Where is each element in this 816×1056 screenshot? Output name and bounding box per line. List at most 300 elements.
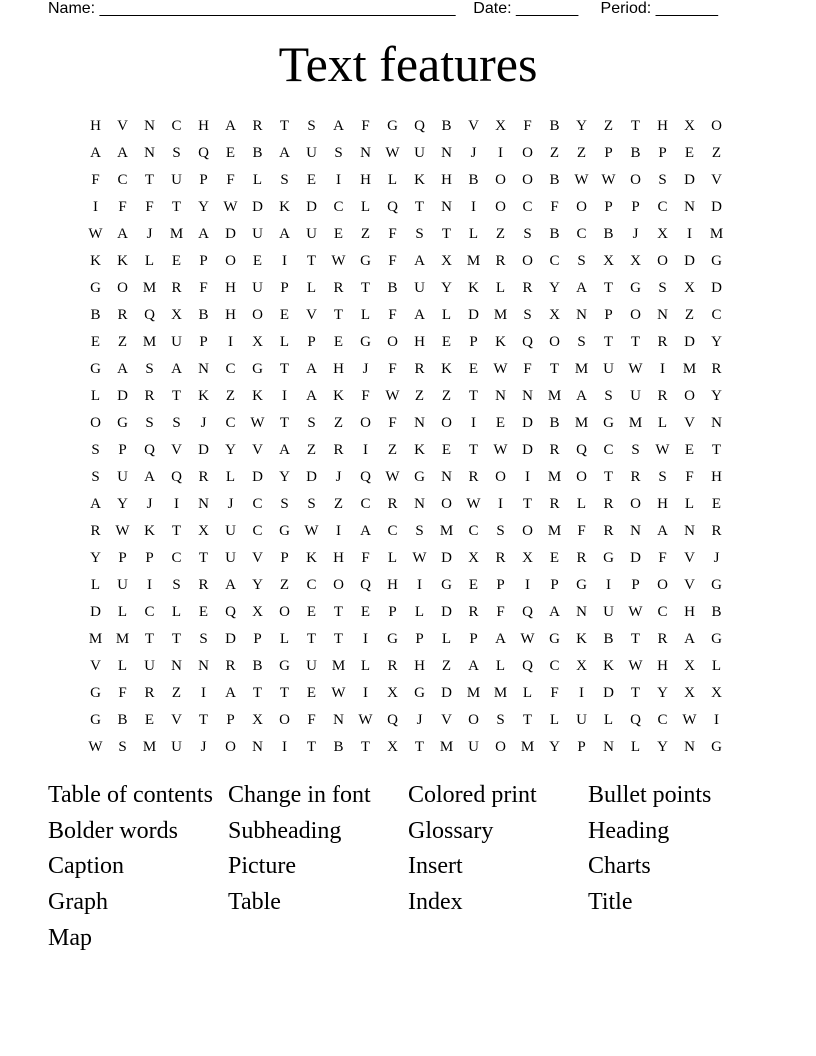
grid-letter: N: [414, 496, 425, 512]
grid-letter: A: [684, 631, 695, 647]
grid-letter: F: [361, 550, 370, 566]
grid-letter: E: [306, 604, 317, 620]
grid-letter: F: [388, 253, 397, 269]
grid-letter: Z: [306, 442, 317, 458]
grid-letter: D: [225, 226, 236, 242]
grid-letter: R: [252, 118, 263, 134]
grid-letter: G: [90, 685, 101, 701]
grid-letter: T: [333, 307, 344, 323]
grid-letter: P: [415, 631, 424, 647]
grid-letter: O: [495, 739, 506, 755]
word-list-item: Bullet points: [588, 782, 712, 808]
grid-letter: R: [549, 496, 560, 512]
grid-letter: G: [441, 577, 452, 593]
grid-letter: D: [225, 631, 236, 647]
grid-letter: O: [90, 415, 101, 431]
grid-letter: H: [225, 307, 236, 323]
grid-letter: V: [441, 712, 452, 728]
grid-letter: U: [630, 388, 641, 404]
grid-letter: Z: [495, 226, 506, 242]
grid-letter: W: [628, 361, 643, 377]
grid-letter: I: [606, 577, 611, 593]
grid-letter: P: [118, 442, 127, 458]
grid-letter: L: [360, 307, 371, 323]
grid-letter: Y: [549, 280, 560, 296]
grid-letter: O: [117, 280, 128, 296]
grid-letter: G: [90, 361, 101, 377]
grid-letter: U: [171, 334, 182, 350]
grid-letter: E: [333, 226, 344, 242]
grid-letter: C: [522, 199, 533, 215]
word-list-item: Title: [588, 889, 633, 916]
grid-letter: W: [331, 253, 346, 269]
grid-letter: H: [198, 118, 209, 134]
grid-letter: N: [441, 145, 452, 161]
grid-letter: F: [388, 415, 397, 431]
grid-letter: I: [228, 334, 233, 350]
grid-letter: D: [198, 442, 209, 458]
grid-letter: V: [684, 415, 695, 431]
grid-letter: W: [304, 523, 319, 539]
grid-letter: S: [496, 712, 505, 728]
grid-letter: Y: [198, 199, 209, 215]
grid-letter: O: [387, 334, 398, 350]
grid-letter: N: [441, 469, 452, 485]
grid-letter: L: [468, 226, 479, 242]
grid-letter: G: [279, 523, 290, 539]
grid-letter: A: [333, 118, 344, 134]
grid-letter: C: [225, 415, 236, 431]
grid-letter: E: [252, 253, 263, 269]
grid-letter: U: [306, 658, 317, 674]
grid-letter: V: [252, 442, 263, 458]
grid-letter: A: [414, 253, 425, 269]
grid-letter: K: [306, 550, 317, 566]
grid-letter: O: [657, 577, 668, 593]
grid-letter: E: [171, 253, 182, 269]
grid-letter: I: [363, 685, 368, 701]
grid-letter: W: [385, 469, 400, 485]
grid-letter: F: [550, 685, 559, 701]
grid-letter: T: [414, 739, 425, 755]
grid-letter: Y: [225, 442, 236, 458]
grid-letter: T: [360, 739, 371, 755]
grid-letter: X: [684, 685, 695, 701]
grid-letter: A: [576, 388, 587, 404]
grid-letter: D: [117, 388, 128, 404]
grid-letter: I: [174, 496, 179, 512]
grid-letter: F: [523, 118, 532, 134]
grid-letter: N: [144, 118, 155, 134]
grid-letter: O: [630, 172, 641, 188]
grid-letter: O: [522, 172, 533, 188]
grid-letter: W: [682, 712, 697, 728]
grid-letter: R: [630, 469, 641, 485]
grid-letter: M: [628, 415, 643, 431]
grid-letter: E: [360, 604, 371, 620]
grid-letter: K: [333, 388, 344, 404]
grid-letter: H: [684, 604, 695, 620]
grid-letter: T: [441, 226, 452, 242]
grid-letter: D: [441, 685, 452, 701]
word-list-item: Caption: [48, 853, 124, 880]
grid-letter: S: [658, 280, 667, 296]
grid-letter: S: [172, 577, 181, 593]
grid-letter: F: [388, 361, 397, 377]
grid-letter: W: [628, 604, 643, 620]
grid-letter: N: [360, 145, 371, 161]
grid-letter: D: [90, 604, 101, 620]
grid-letter: O: [468, 712, 479, 728]
grid-letter: Z: [360, 226, 371, 242]
grid-letter: R: [387, 496, 398, 512]
grid-letter: O: [252, 307, 263, 323]
grid-letter: N: [252, 739, 263, 755]
grid-letter: O: [576, 199, 587, 215]
grid-letter: W: [655, 442, 670, 458]
grid-letter: M: [466, 685, 481, 701]
word-list-item: Picture: [228, 853, 296, 880]
grid-letter: N: [522, 388, 533, 404]
grid-letter: L: [360, 199, 371, 215]
grid-letter: R: [468, 469, 479, 485]
grid-letter: Y: [549, 739, 560, 755]
grid-letter: P: [631, 577, 640, 593]
grid-letter: D: [711, 280, 722, 296]
grid-letter: H: [657, 658, 668, 674]
grid-letter: A: [495, 631, 506, 647]
grid-letter: U: [468, 739, 479, 755]
grid-letter: F: [388, 226, 397, 242]
grid-letter: T: [171, 631, 182, 647]
grid-letter: S: [172, 415, 181, 431]
grid-letter: Q: [387, 199, 398, 215]
grid-letter: M: [709, 226, 724, 242]
grid-letter: J: [200, 739, 207, 755]
name-label: Name:: [48, 0, 96, 17]
grid-letter: R: [333, 280, 344, 296]
grid-letter: X: [387, 685, 398, 701]
grid-letter: U: [117, 469, 128, 485]
grid-letter: W: [385, 388, 400, 404]
grid-letter: Z: [549, 145, 560, 161]
grid-letter: I: [336, 172, 341, 188]
grid-letter: D: [468, 307, 479, 323]
grid-letter: A: [171, 361, 182, 377]
grid-letter: E: [711, 496, 722, 512]
grid-letter: X: [630, 253, 641, 269]
grid-letter: P: [145, 550, 154, 566]
grid-letter: Z: [225, 388, 236, 404]
date-blank: _______: [516, 0, 579, 17]
grid-letter: O: [522, 253, 533, 269]
grid-letter: D: [252, 469, 263, 485]
grid-letter: A: [657, 523, 668, 539]
grid-letter: L: [90, 577, 101, 593]
grid-letter: G: [630, 280, 641, 296]
grid-letter: R: [117, 307, 128, 323]
grid-letter: J: [713, 550, 720, 566]
grid-letter: B: [603, 631, 614, 647]
grid-letter: W: [466, 496, 481, 512]
grid-letter: R: [603, 496, 614, 512]
grid-letter: P: [280, 550, 289, 566]
grid-letter: W: [88, 739, 103, 755]
grid-letter: F: [145, 199, 154, 215]
period-label: Period:: [600, 0, 652, 17]
grid-letter: S: [91, 442, 100, 458]
grid-letter: S: [658, 469, 667, 485]
grid-letter: U: [171, 739, 182, 755]
grid-letter: Q: [414, 118, 425, 134]
grid-letter: C: [711, 307, 722, 323]
grid-letter: U: [306, 226, 317, 242]
grid-letter: B: [603, 226, 614, 242]
grid-letter: U: [117, 577, 128, 593]
grid-letter: A: [306, 361, 317, 377]
grid-letter: P: [631, 199, 640, 215]
grid-letter: V: [117, 118, 128, 134]
grid-letter: O: [495, 469, 506, 485]
grid-letter: S: [658, 172, 667, 188]
grid-letter: I: [687, 226, 692, 242]
date-label: Date:: [473, 0, 512, 17]
grid-letter: S: [604, 388, 613, 404]
grid-letter: S: [334, 145, 343, 161]
grid-letter: I: [471, 415, 476, 431]
grid-letter: R: [144, 685, 155, 701]
grid-letter: L: [90, 388, 101, 404]
grid-letter: N: [144, 145, 155, 161]
grid-letter: P: [199, 334, 208, 350]
grid-letter: V: [468, 118, 479, 134]
letter-grid: [82, 113, 730, 761]
grid-letter: M: [142, 280, 157, 296]
grid-letter: T: [198, 712, 209, 728]
grid-letter: O: [684, 388, 695, 404]
grid-letter: T: [198, 550, 209, 566]
grid-letter: B: [441, 118, 452, 134]
grid-letter: I: [201, 685, 206, 701]
grid-letter: O: [549, 334, 560, 350]
grid-letter: R: [333, 442, 344, 458]
word-list-item: Colored print: [408, 782, 537, 808]
grid-letter: M: [547, 523, 562, 539]
period-blank: _______: [655, 0, 718, 17]
grid-letter: P: [307, 334, 316, 350]
grid-letter: K: [144, 523, 155, 539]
grid-letter: G: [90, 280, 101, 296]
grid-letter: W: [412, 550, 427, 566]
grid-letter: T: [603, 334, 614, 350]
grid-letter: S: [496, 523, 505, 539]
grid-letter: O: [279, 604, 290, 620]
grid-letter: P: [280, 280, 289, 296]
grid-letter: D: [522, 415, 533, 431]
grid-letter: U: [144, 658, 155, 674]
grid-letter: T: [630, 334, 641, 350]
grid-letter: U: [603, 361, 614, 377]
grid-letter: M: [547, 388, 562, 404]
grid-letter: K: [603, 658, 614, 674]
grid-letter: D: [711, 199, 722, 215]
grid-letter: L: [495, 280, 506, 296]
grid-letter: W: [358, 712, 373, 728]
grid-letter: K: [414, 172, 425, 188]
grid-letter: K: [90, 253, 101, 269]
grid-letter: O: [360, 415, 371, 431]
grid-letter: N: [495, 388, 506, 404]
grid-letter: N: [333, 712, 344, 728]
grid-letter: A: [360, 523, 371, 539]
grid-letter: P: [604, 145, 613, 161]
grid-letter: L: [306, 280, 317, 296]
grid-letter: K: [414, 442, 425, 458]
word-list-item: Change in font: [228, 782, 371, 808]
grid-letter: Q: [198, 145, 209, 161]
grid-letter: U: [414, 280, 425, 296]
grid-letter: Y: [117, 496, 128, 512]
grid-letter: B: [333, 739, 344, 755]
grid-letter: T: [333, 604, 344, 620]
grid-letter: L: [549, 712, 560, 728]
grid-letter: O: [495, 172, 506, 188]
grid-letter: Q: [144, 442, 155, 458]
grid-letter: U: [225, 523, 236, 539]
grid-letter: D: [441, 604, 452, 620]
grid-letter: E: [468, 577, 479, 593]
grid-letter: T: [603, 280, 614, 296]
grid-letter: O: [522, 523, 533, 539]
grid-letter: U: [603, 604, 614, 620]
grid-letter: E: [306, 172, 317, 188]
grid-letter: R: [144, 388, 155, 404]
grid-letter: L: [495, 658, 506, 674]
grid-letter: L: [576, 496, 587, 512]
grid-letter: C: [144, 604, 155, 620]
grid-letter: K: [495, 334, 506, 350]
grid-letter: F: [361, 118, 370, 134]
grid-letter: O: [279, 712, 290, 728]
grid-letter: H: [414, 658, 425, 674]
grid-letter: J: [362, 361, 369, 377]
grid-letter: F: [307, 712, 316, 728]
grid-letter: P: [469, 334, 478, 350]
grid-letter: M: [574, 415, 589, 431]
grid-letter: O: [630, 307, 641, 323]
grid-letter: W: [601, 172, 616, 188]
grid-letter: C: [117, 172, 128, 188]
grid-letter: W: [385, 145, 400, 161]
grid-letter: L: [387, 550, 398, 566]
word-list-item: Charts: [588, 853, 651, 880]
grid-letter: Z: [387, 442, 398, 458]
grid-letter: L: [144, 253, 155, 269]
grid-letter: X: [684, 280, 695, 296]
grid-letter: F: [91, 172, 100, 188]
grid-letter: R: [468, 604, 479, 620]
grid-letter: D: [441, 550, 452, 566]
grid-letter: V: [711, 172, 722, 188]
grid-letter: L: [441, 631, 452, 647]
grid-letter: M: [331, 658, 346, 674]
grid-letter: S: [415, 523, 424, 539]
grid-letter: F: [550, 199, 559, 215]
grid-letter: E: [225, 145, 236, 161]
grid-letter: R: [495, 550, 506, 566]
grid-letter: X: [549, 307, 560, 323]
grid-letter: B: [549, 118, 560, 134]
grid-letter: S: [307, 496, 316, 512]
grid-letter: M: [88, 631, 103, 647]
grid-letter: V: [90, 658, 101, 674]
grid-letter: K: [468, 280, 479, 296]
grid-letter: C: [657, 199, 668, 215]
grid-letter: F: [658, 550, 667, 566]
grid-letter: M: [439, 739, 454, 755]
grid-letter: E: [144, 712, 155, 728]
grid-letter: I: [498, 145, 503, 161]
grid-letter: J: [200, 415, 207, 431]
grid-letter: L: [225, 469, 236, 485]
grid-letter: T: [144, 631, 155, 647]
grid-letter: E: [684, 442, 695, 458]
grid-letter: J: [146, 226, 153, 242]
name-blank: ________________________________________: [99, 0, 456, 17]
grid-letter: V: [171, 442, 182, 458]
word-list-item: Glossary: [408, 817, 494, 844]
grid-letter: K: [279, 199, 290, 215]
grid-letter: A: [117, 361, 128, 377]
grid-letter: C: [576, 226, 587, 242]
grid-letter: A: [225, 685, 236, 701]
grid-letter: L: [117, 604, 128, 620]
grid-letter: O: [576, 469, 587, 485]
grid-letter: C: [252, 523, 263, 539]
grid-letter: I: [525, 469, 530, 485]
grid-letter: F: [685, 469, 694, 485]
word-list-item: Table of contents: [48, 782, 213, 808]
grid-letter: P: [226, 712, 235, 728]
grid-letter: M: [466, 253, 481, 269]
grid-letter: L: [387, 172, 398, 188]
grid-letter: C: [171, 550, 182, 566]
grid-letter: M: [493, 307, 508, 323]
grid-letter: N: [603, 739, 614, 755]
grid-letter: I: [282, 388, 287, 404]
grid-letter: R: [171, 280, 182, 296]
grid-letter: I: [471, 199, 476, 215]
grid-letter: K: [576, 631, 587, 647]
grid-letter: E: [684, 145, 695, 161]
grid-letter: S: [118, 739, 127, 755]
grid-letter: D: [306, 199, 317, 215]
grid-letter: I: [498, 496, 503, 512]
grid-letter: C: [360, 496, 371, 512]
grid-letter: Z: [684, 307, 695, 323]
grid-letter: O: [333, 577, 344, 593]
grid-letter: Z: [711, 145, 722, 161]
grid-letter: L: [414, 604, 425, 620]
grid-letter: N: [198, 496, 209, 512]
grid-letter: T: [549, 361, 560, 377]
grid-letter: D: [603, 685, 614, 701]
grid-letter: N: [684, 739, 695, 755]
grid-letter: J: [416, 712, 423, 728]
grid-letter: L: [279, 334, 290, 350]
grid-letter: J: [632, 226, 639, 242]
grid-letter: C: [333, 199, 344, 215]
